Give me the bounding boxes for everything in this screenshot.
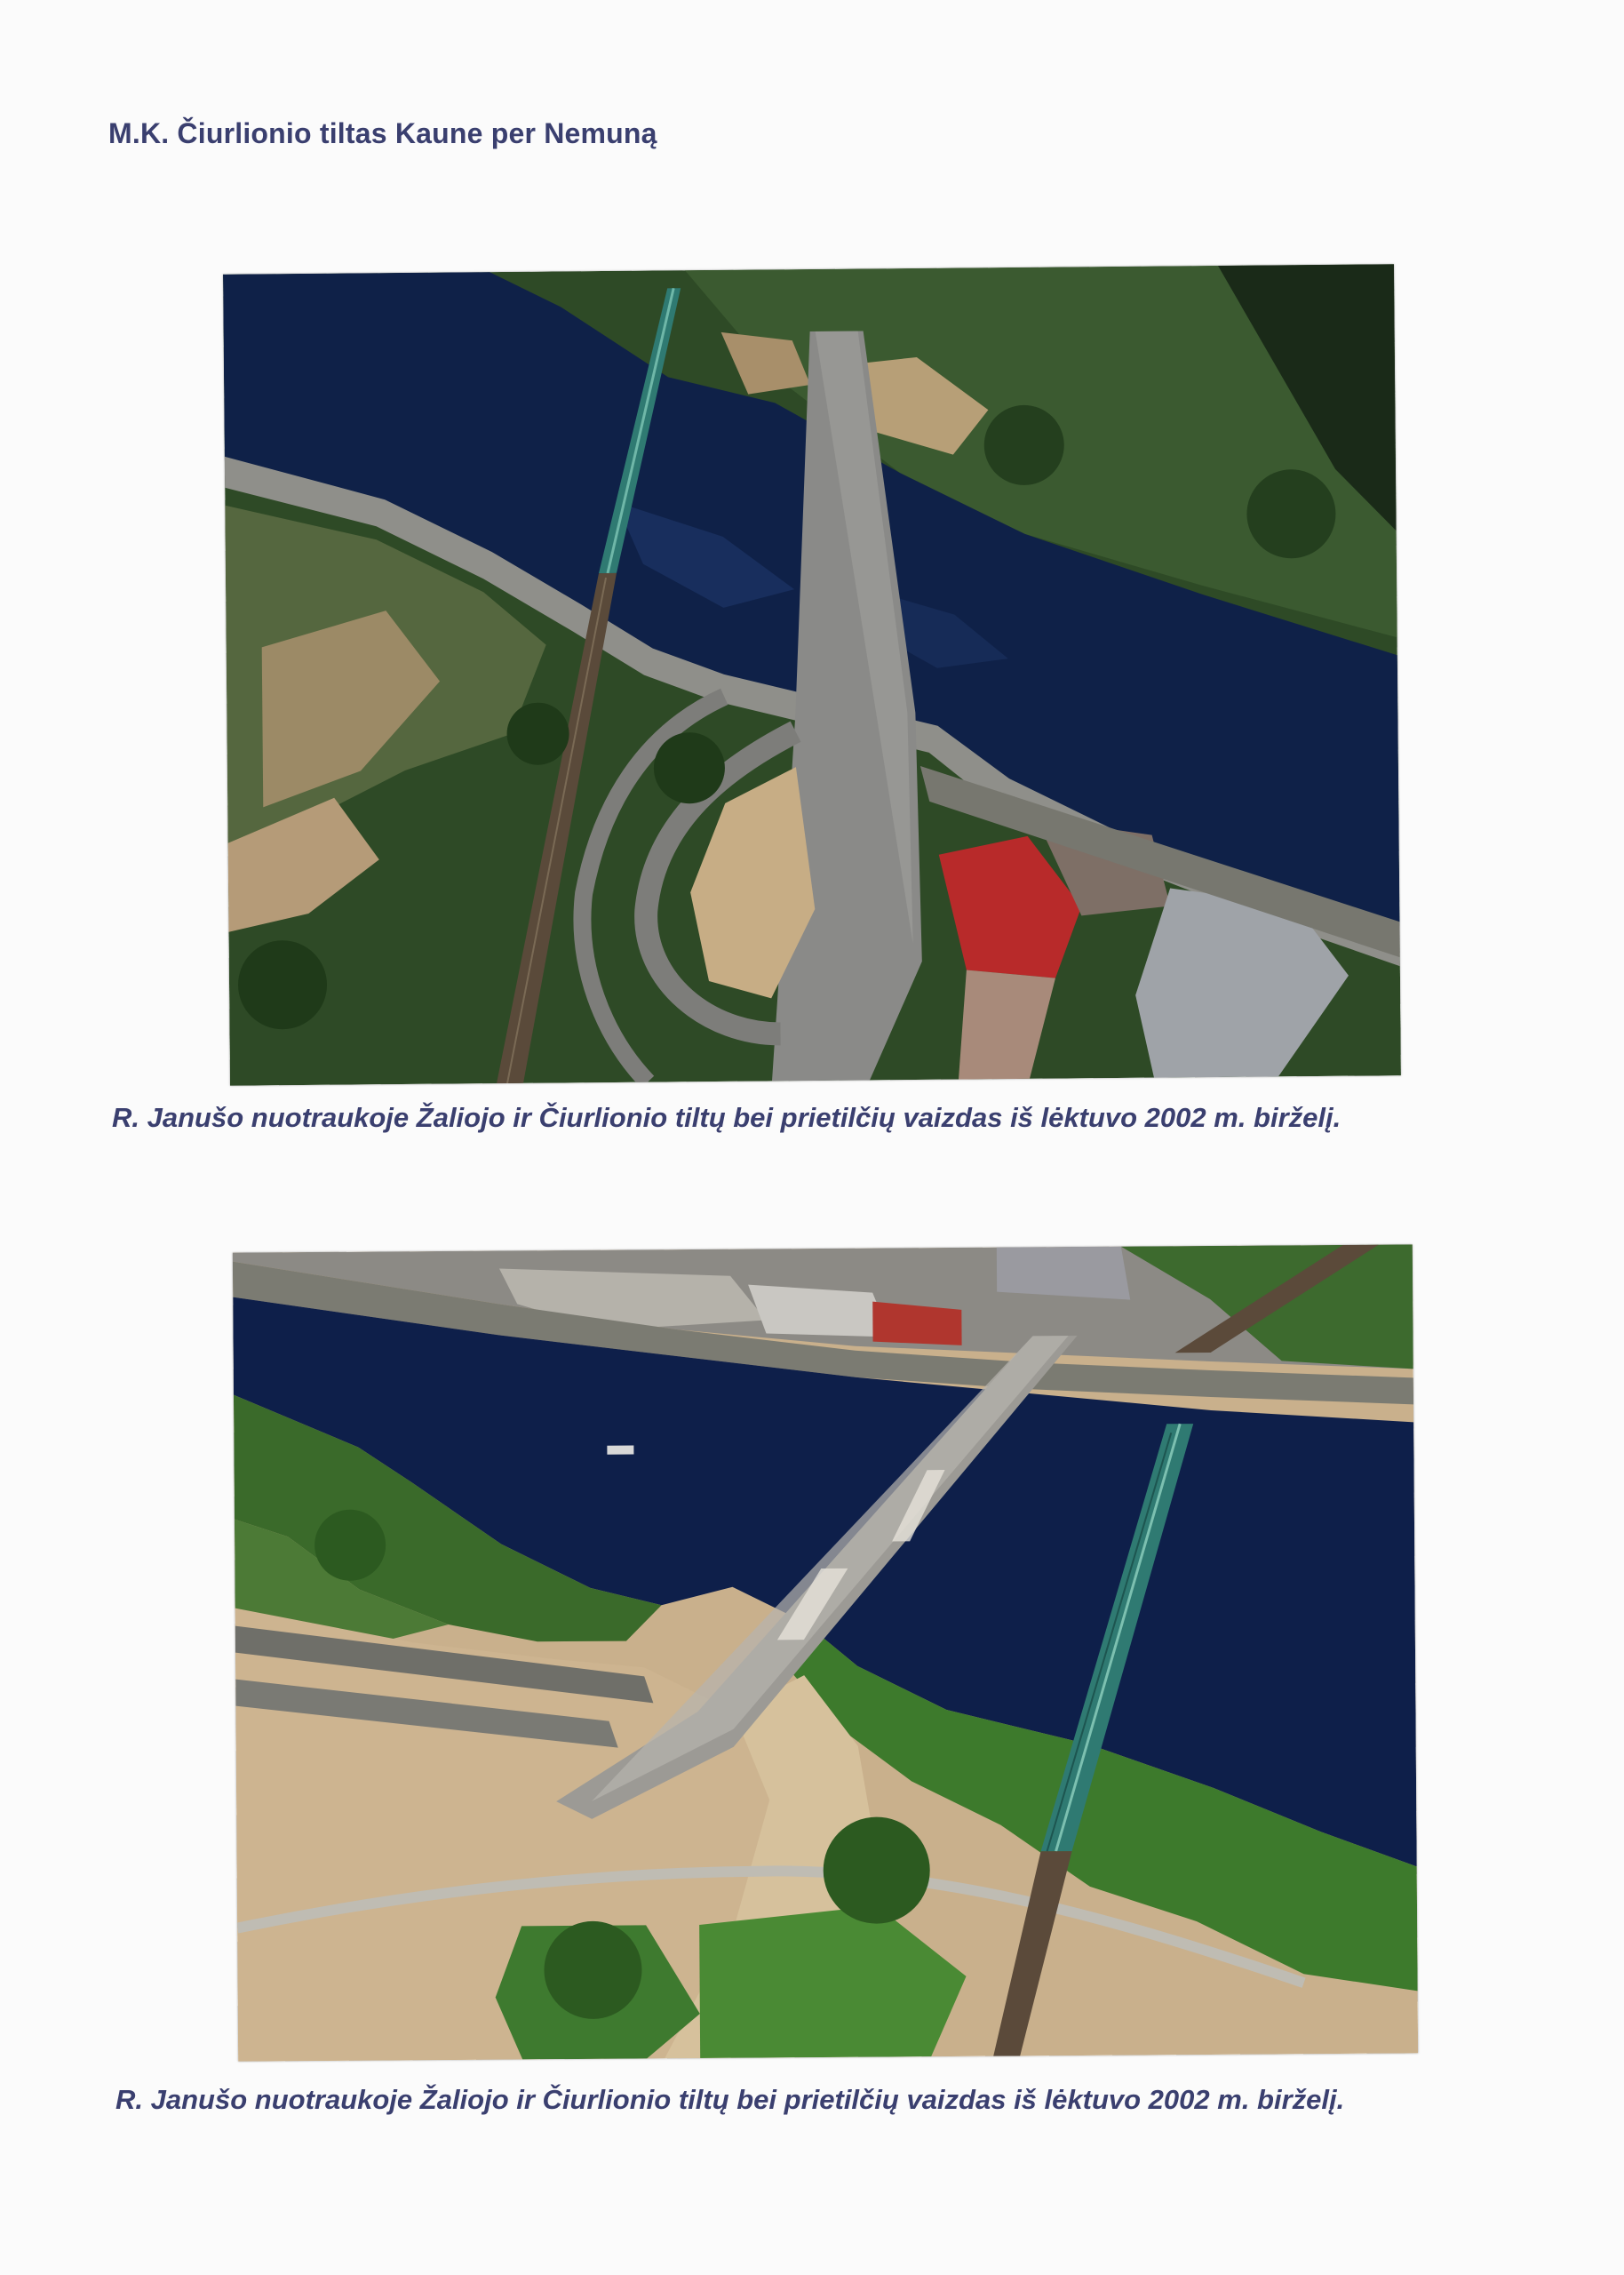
- aerial-photo-1-image: [223, 264, 1401, 1085]
- aerial-photo-2: [233, 1244, 1418, 2061]
- figure-1-caption: R. Janušo nuotraukoje Žaliojo ir Čiurlionio tiltų bei prietilčių vaizdas iš lėktuvo 2002 m. birželį.: [112, 1102, 1341, 1133]
- aerial-photo-1: [223, 264, 1401, 1085]
- aerial-photo-2-image: [233, 1244, 1418, 2061]
- figure-2-caption: R. Janušo nuotraukoje Žaliojo ir Čiurlionio tiltų bei prietilčių vaizdas iš lėktuvo 2002 m. birželį.: [115, 2084, 1345, 2115]
- page-title: M.K. Čiurlionio tiltas Kaune per Nemuną: [108, 117, 657, 149]
